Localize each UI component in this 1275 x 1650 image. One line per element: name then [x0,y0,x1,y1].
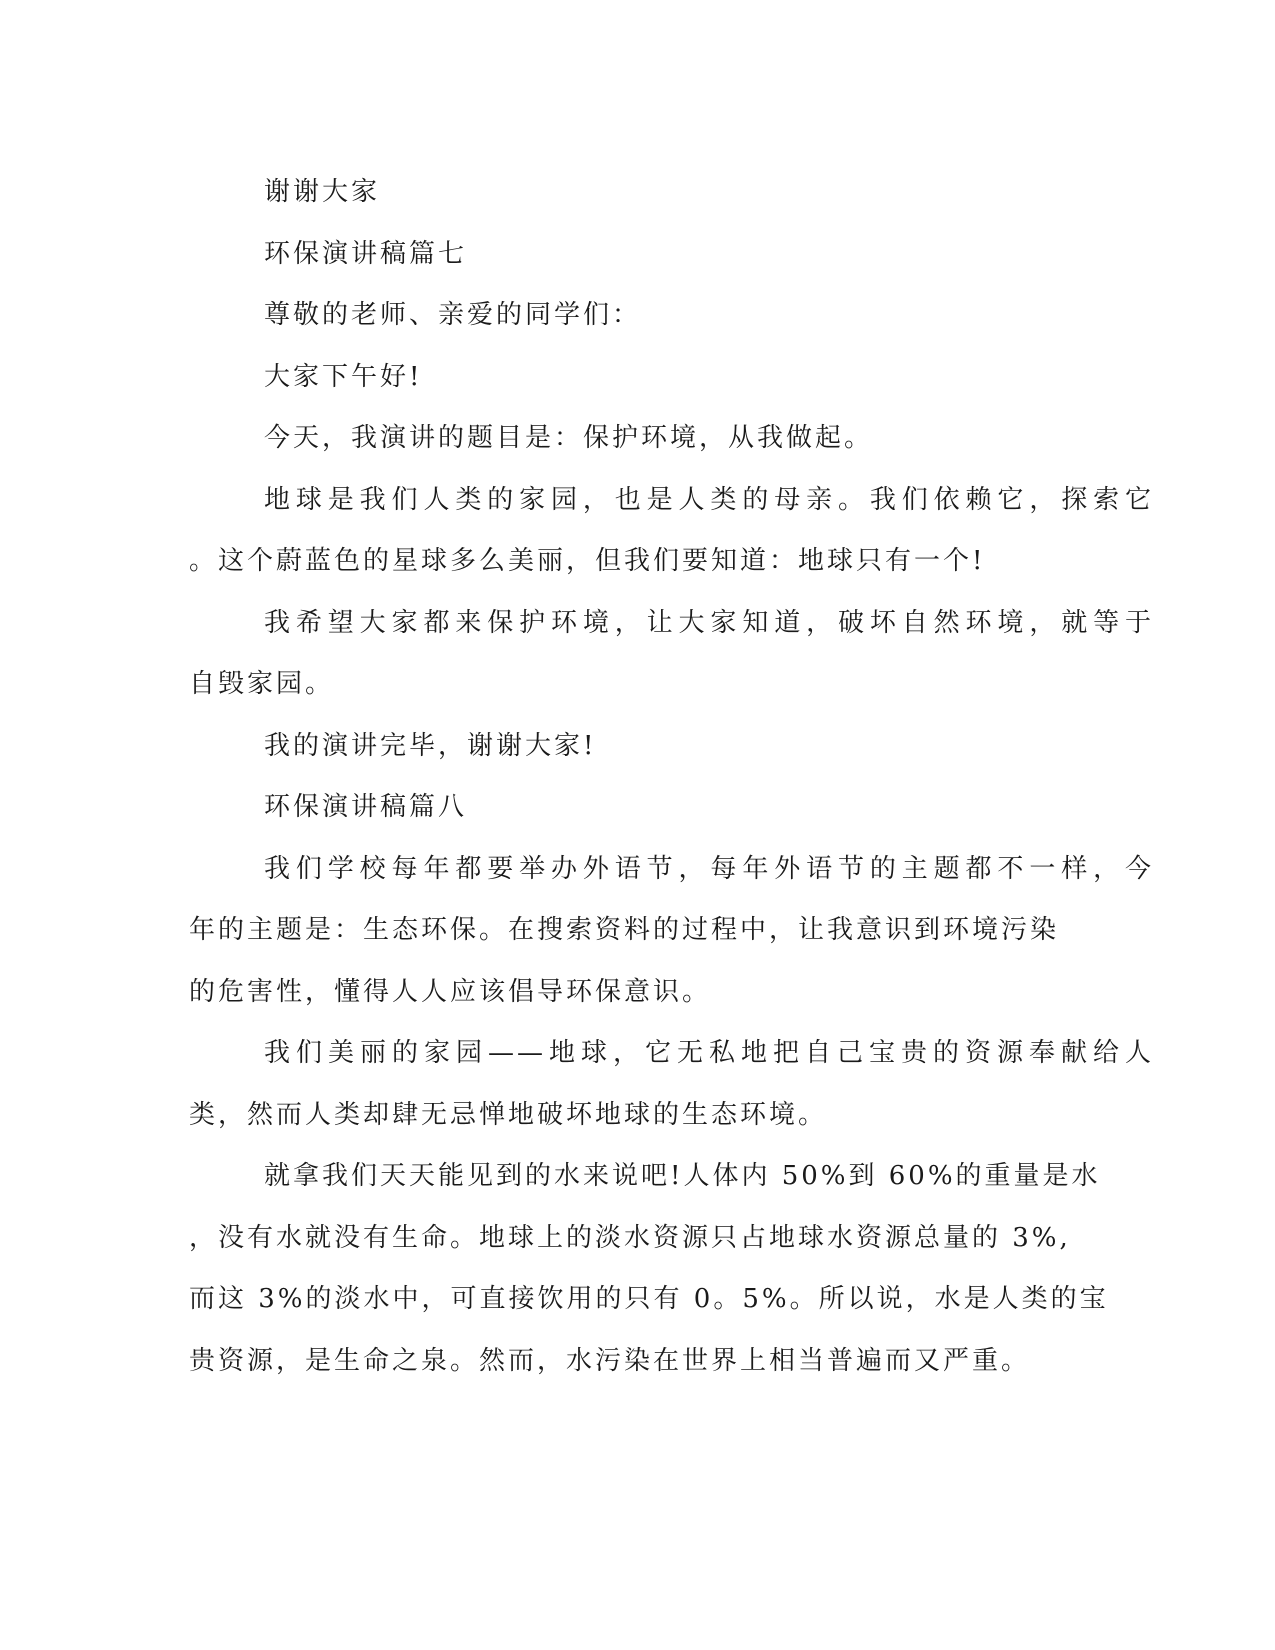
text-line: 大家下午好! [264,361,423,392]
text-line: 我的演讲完毕，谢谢大家! [264,730,597,761]
document-body [189,162,1154,1392]
text-line: 谢谢大家 [264,177,381,207]
text-line: 我们美丽的家园——地球，它无私地把自己宝贵的资源奉献给人 [264,1038,1154,1068]
text-line: 我们学校每年都要举办外语节，每年外语节的主题都不一样，今 [264,853,1154,884]
text-line: ，没有水就没有生命。地球上的淡水资源只占地球水资源总量的 3%, [189,1222,1071,1253]
text-line: 的危害性，懂得人人应该倡导环保意识。 [189,976,712,1007]
text-line: 环保演讲稿篇七 [264,238,468,269]
text-line: 我希望大家都来保护环境，让大家知道，破坏自然环境，就等于 [264,607,1154,638]
text-line: 自毁家园。 [189,669,335,699]
text-line: 就拿我们天天能见到的水来说吧!人体内 50%到 60%的重量是水 [264,1161,1101,1191]
text-line: 类，然而人类却肆无忌惮地破坏地球的生态环境。 [189,1099,828,1130]
text-line: 尊敬的老师、亲爱的同学们： [264,300,642,330]
text-line: 贵资源，是生命之泉。然而，水污染在世界上相当普遍而又严重。 [189,1345,1031,1376]
text-line: 地球是我们人类的家园，也是人类的母亲。我们依赖它，探索它 [264,484,1154,515]
text-line: 。这个蔚蓝色的星球多么美丽，但我们要知道：地球只有一个! [189,546,986,576]
text-line: 环保演讲稿篇八 [264,792,468,822]
text-line: 年的主题是：生态环保。在搜索资料的过程中，让我意识到环境污染 [189,915,1060,945]
text-line: 而这 3%的淡水中，可直接饮用的只有 0。5%。所以说，水是人类的宝 [189,1284,1109,1314]
text-line: 今天，我演讲的题目是：保护环境，从我做起。 [264,423,874,453]
